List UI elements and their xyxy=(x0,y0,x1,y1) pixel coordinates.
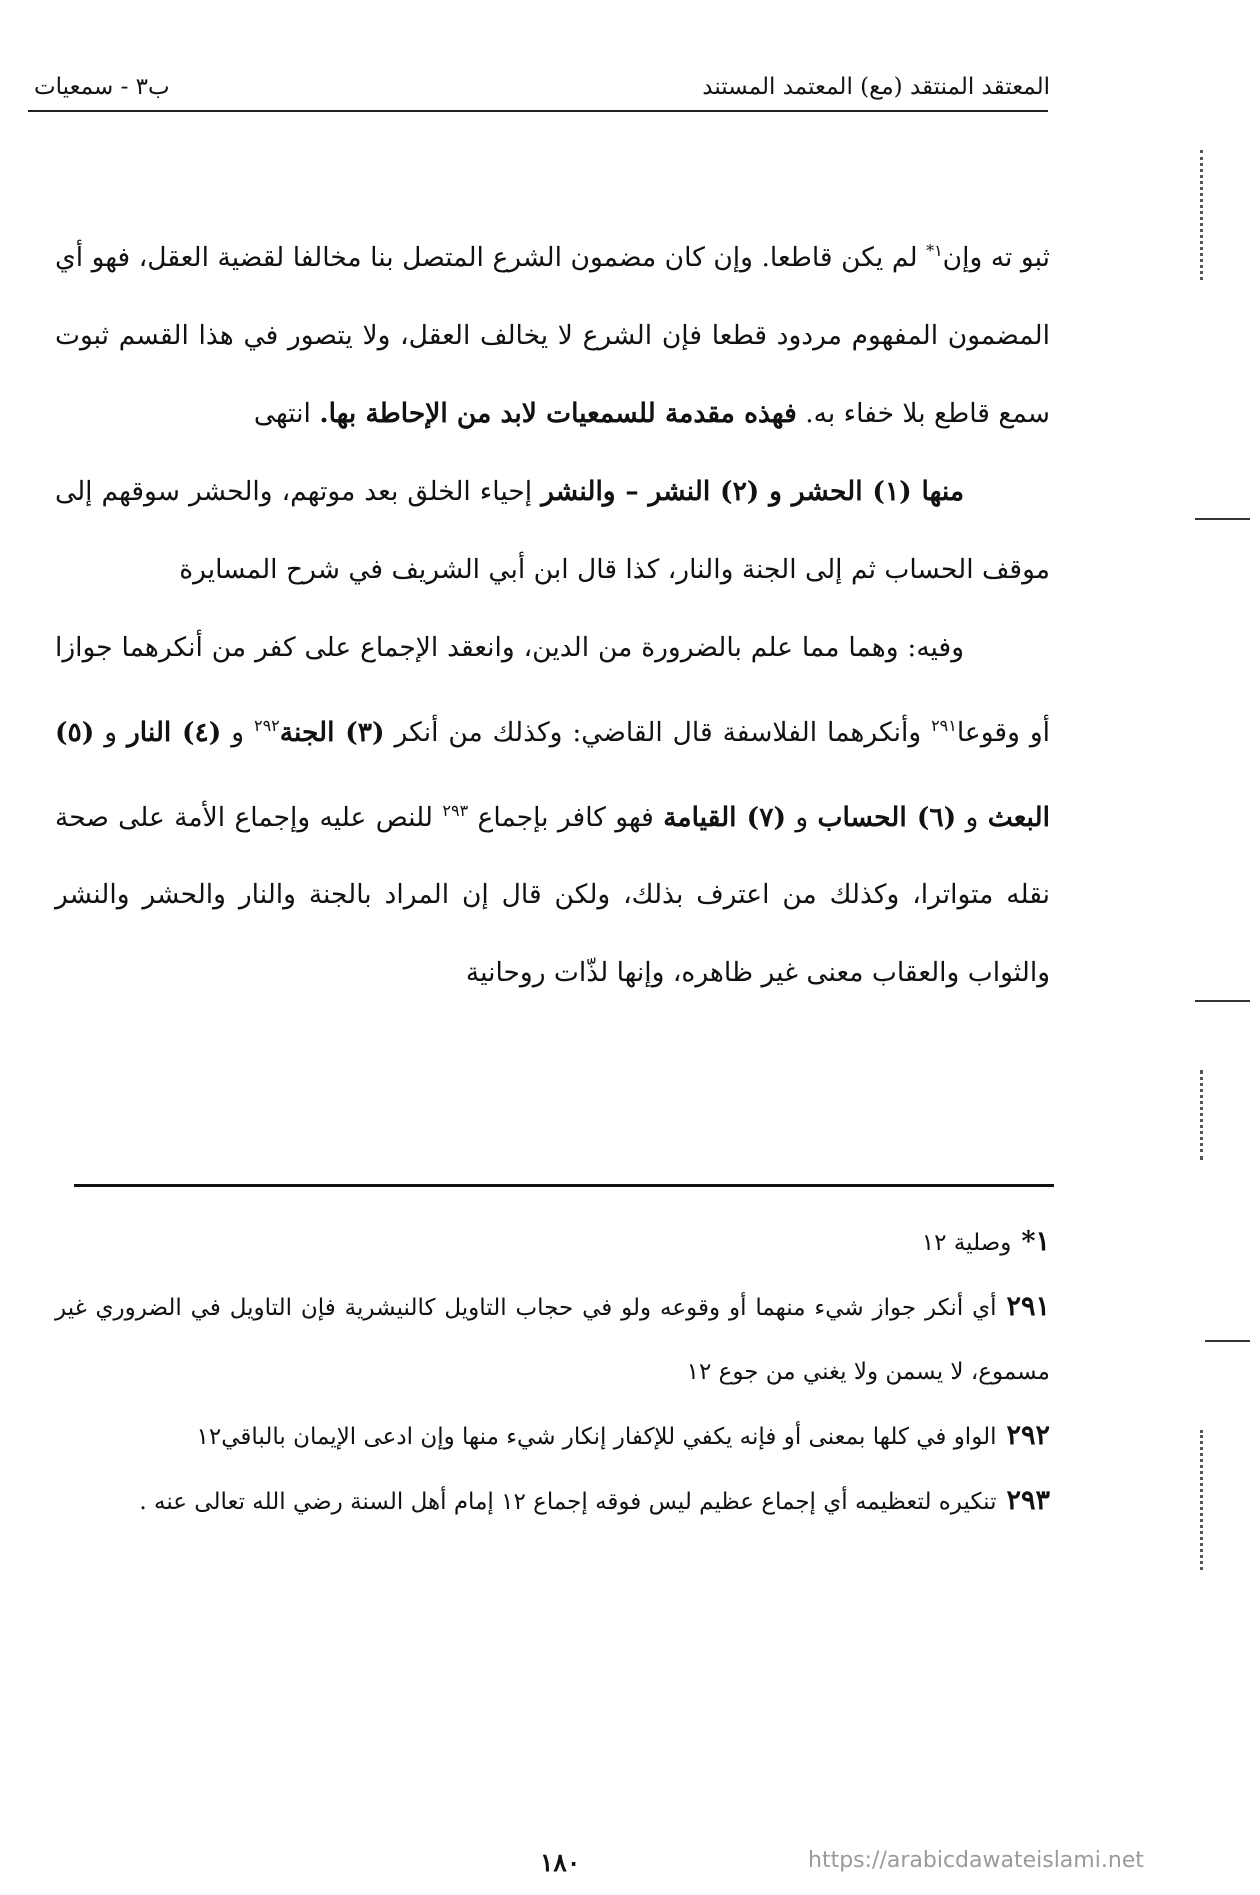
margin-dots xyxy=(1200,1430,1207,1570)
footnote-number: ٢٩٣ xyxy=(1006,1485,1050,1516)
footnote-text: تنكيره لتعظيمه أي إجماع عظيم ليس فوقه إجماع ١٢ إمام أهل السنة رضي الله تعالى عنه . xyxy=(139,1489,997,1515)
watermark-url: https://arabicdawateislami.net xyxy=(808,1848,1144,1873)
footnote-text: وصلية ١٢ xyxy=(921,1230,1012,1256)
text-run: و xyxy=(221,716,254,748)
body-paragraph xyxy=(55,609,1050,1013)
margin-dots xyxy=(1200,1070,1207,1160)
text-run: ثبو ته وإن xyxy=(942,241,1050,273)
footnote-item xyxy=(55,1210,1050,1275)
bold-text: (٤) النار xyxy=(126,716,222,748)
footnote-number: ١* xyxy=(1021,1226,1050,1257)
footnote-reference: ٢٩١ xyxy=(931,715,957,735)
body-paragraph xyxy=(55,453,1050,609)
text-run: لم يكن قاطعا. وإن كان مضمون الشرع المتصل بنا مخالفا لقضية العقل، فهو أي المضمون المفهوم مردود قطعا فإن الشرع لا يخالف العقل، ولا يتصور في هذا القسم ثبوت سمع قاطع بلا خفاء به. xyxy=(55,241,1050,429)
footnote-reference: ٢٩٢ xyxy=(253,715,280,735)
text-run: و xyxy=(956,801,988,833)
footnote-reference: ٢٩٣ xyxy=(442,800,469,820)
text-run: و xyxy=(785,801,818,833)
text-run: انتهى xyxy=(253,397,320,429)
margin-mark xyxy=(1205,1340,1250,1342)
text-run: فهو كافر بإجماع xyxy=(468,801,664,833)
bold-text: (٧) القيامة xyxy=(663,801,786,833)
bold-text: (٣) الجنة xyxy=(279,716,385,748)
footnote-item xyxy=(55,1404,1050,1469)
running-header-section: ب٣ - سمعيات xyxy=(34,74,170,100)
bold-text: (٥) البعث xyxy=(55,716,1050,833)
footnote-item xyxy=(55,1469,1050,1534)
header-rule xyxy=(28,110,1048,112)
footnotes xyxy=(55,1210,1050,1534)
bold-text: فهذه مقدمة للسمعيات لابد من الإحاطة بها. xyxy=(319,397,797,429)
text-run: وأنكرهما الفلاسفة قال القاضي: وكذلك من أنكر xyxy=(384,716,932,748)
bold-text: منها (١) الحشر و (٢) النشر – والنشر xyxy=(541,475,965,507)
body-paragraph xyxy=(55,212,1050,453)
footnote-reference: ١* xyxy=(926,241,943,260)
text-run: للنص عليه وإجماع الأمة على صحة نقله متواترا، وكذلك من اعترف بذلك، ولكن قال إن المراد بالجنة والنار والحشر والنشر والثواب والعقاب معنى غير ظاهره، وإنها لذّات روحانية xyxy=(55,801,1050,989)
footnote-text: أي أنكر جواز شيء منهما أو وقوعه ولو في حجاب التاويل كالنيشرية فإن التاويل في الضروري غير مسموع، لا يسمن ولا يغني من جوع ١٢ xyxy=(55,1295,1050,1385)
running-header-title: المعتقد المنتقد (مع) المعتمد المستند xyxy=(702,74,1050,100)
margin-dots xyxy=(1200,150,1207,280)
footnote-number: ٢٩١ xyxy=(1006,1291,1050,1322)
footnote-separator xyxy=(74,1184,1054,1187)
margin-mark xyxy=(1195,518,1250,520)
text-run: إحياء الخلق بعد موتهم، والحشر سوقهم إلى موقف الحساب ثم إلى الجنة والنار، كذا قال ابن أبي الشريف في شرح المسايرة xyxy=(55,475,1050,585)
text-run: وفيه: وهما مما علم بالضرورة من الدين، وانعقد الإجماع على كفر من أنكرهما جوازا أو وقوعا xyxy=(55,631,1050,748)
margin-mark xyxy=(1195,1000,1250,1002)
bold-text: (٦) الحساب xyxy=(817,801,957,833)
text-run: و xyxy=(94,716,127,748)
footnote-number: ٢٩٢ xyxy=(1006,1420,1050,1451)
main-text xyxy=(55,212,1050,1012)
footnote-item xyxy=(55,1275,1050,1404)
page-number: ١٨٠ xyxy=(540,1848,581,1877)
footnote-text: الواو في كلها بمعنى أو فإنه يكفي للإكفار إنكار شيء منها وإن ادعى الإيمان بالباقي١٢ xyxy=(196,1424,997,1450)
